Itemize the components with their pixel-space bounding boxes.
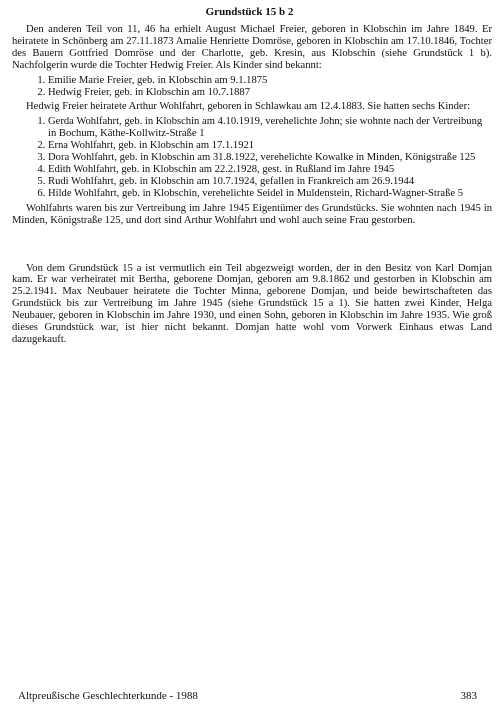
- list-item: 5. Rudi Wohlfahrt, geb. in Klobschin am 10.7.1924, gefallen in Frankreich am 26.9.1944: [48, 176, 492, 188]
- page-title: Grundstück 15 b 2: [205, 6, 294, 18]
- list-item: 2. Hedwig Freier, geb. in Klobschin am 10.7.1887: [48, 87, 492, 99]
- paragraph-domjan: Von dem Grundstück 15 a ist vermutlich ein Teil abgezweigt worden, der in den Besitz von Karl Domjan kam. Er war verheiratet mit Bertha, geborene Domjan, geboren am 9.8.1862 und gestorben in Klobschin am 25.2.1941. Max Neubauer heiratete die Tochter Minna, geborene Domjan, und beide bewirtschafteten das Grundstück bis zur Vertreibung im Jahre 1945 (siehe Grundstück 15 a 1). Sie hatten zwei Kinder, Helga Neubauer, geboren in Klobschin im Jahre 1930, und einen Sohn, geboren in Klobschin im Jahre 1935. Wie groß dieses Grundstück war, ist hier nicht bekannt. Domjan hatte wohl vom Vorwerk Einhaus etwas Land dazugekauft.: [12, 262, 492, 345]
- paragraph-wohlfahrt: Hedwig Freier heiratete Arthur Wohlfahrt, geboren in Schlawkau am 12.4.1883. Sie hatten sechs Kinder:: [26, 101, 471, 113]
- list-item: 1. Emilie Marie Freier, geb. in Klobschin am 9.1.1875: [48, 75, 492, 87]
- document-body: [12, 24, 492, 346]
- section-gap: [12, 227, 492, 263]
- list-item: 6. Hilde Wohlfahrt, geb. in Klobschin, verehelichte Seidel in Muldenstein, Richard-Wagner-Straße 5: [48, 188, 492, 200]
- list-item: 3. Dora Wohlfahrt, geb. in Klobschin am 31.8.1922, verehelichte Kowalke in Minden, Königstraße 125: [48, 152, 492, 164]
- list-item: 1. Gerda Wohlfahrt, geb. in Klobschin am 4.10.1919, verehelichte John; sie wohnte nach der Vertreibung in Bochum, Käthe-Kollwitz-Straße 1: [48, 116, 492, 140]
- page-number: 383: [460, 690, 477, 702]
- list-item: 4. Edith Wohlfahrt, geb. in Klobschin am 22.2.1928, gest. in Rußland im Jahre 1945: [48, 164, 492, 176]
- footer-publication: Altpreußische Geschlechterkunde - 1988: [18, 690, 198, 702]
- wohlfahrt-children-list: [12, 116, 492, 199]
- list-item: 2. Erna Wohlfahrt, geb. in Klobschin am 17.1.1921: [48, 140, 492, 152]
- paragraph-freier: Den anderen Teil von 11, 46 ha erhielt August Michael Freier, geboren in Klobschin im Jahre 1849. Er heiratete in Schönberg am 27.11.1873 Amalie Henriette Domröse, geboren in Klobschin am 17.10.1846, Tochter des Bauern Gottfried Domröse und der Charlotte, geb. Kresin, aus Klobschin (siehe Grundstück 1 b). Nachfolgerin wurde die Tochter Hedwig Freier. Als Kinder sind bekannt:: [12, 24, 492, 71]
- freier-children-list: [12, 75, 492, 99]
- paragraph-ownership: Wohlfahrts waren bis zur Vertreibung im Jahre 1945 Eigentümer des Grundstücks. Sie wohnten nach 1945 in Minden, Königstraße 125, und dort sind Arthur Wohlfahrt und wohl auch seine Frau gestorben.: [12, 202, 492, 226]
